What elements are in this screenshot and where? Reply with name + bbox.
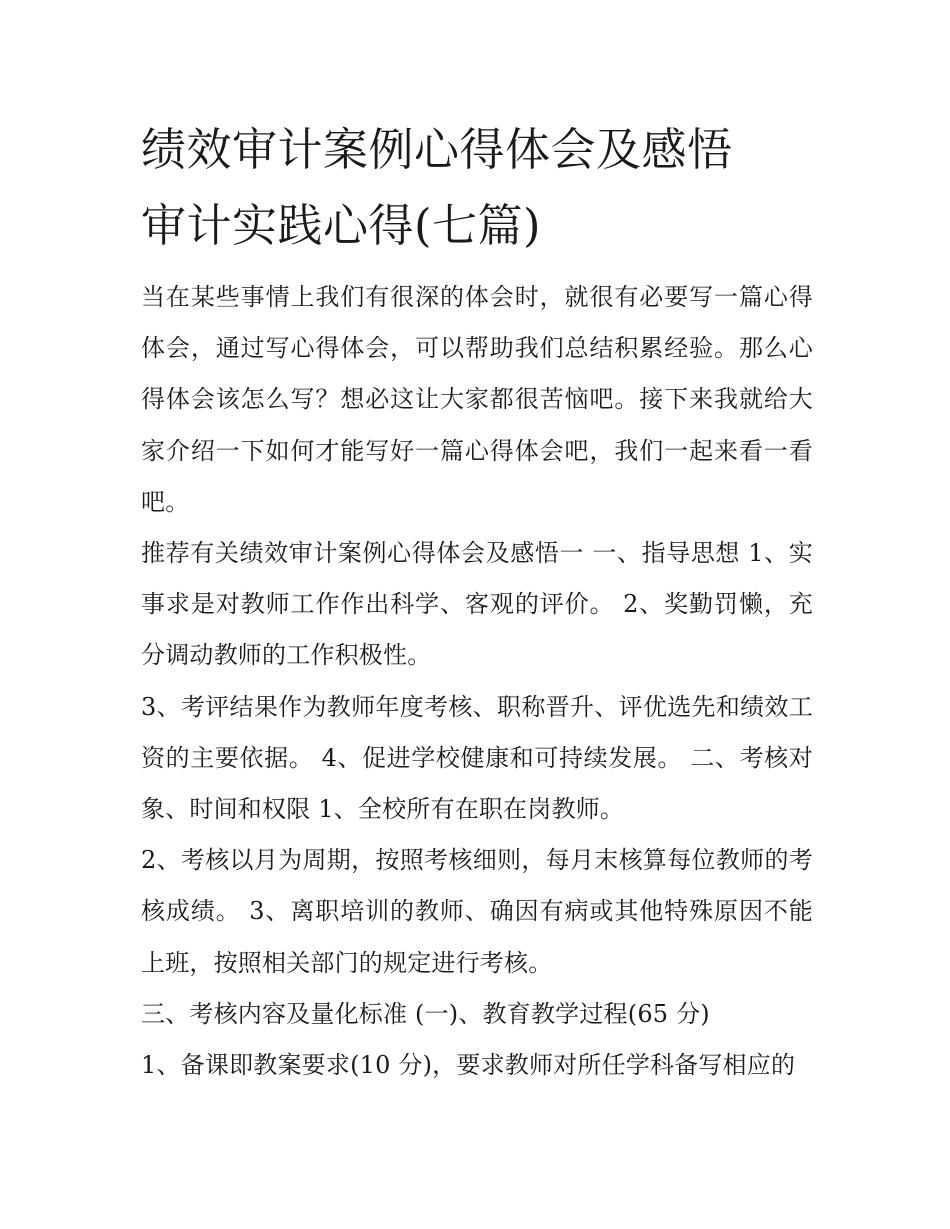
paragraph-assessment-period: 2、考核以月为周期，按照考核细则，每月末核算每位教师的考核成绩。 3、离职培训的教师、确因有病或其他特殊原因不能上班，按照相关部门的规定进行考核。 xyxy=(141,846,813,977)
paragraph-lesson-prep: 1、备课即教案要求(10 分)，要求教师对所任学科备写相应的 xyxy=(141,1051,796,1080)
paragraph-assessment-use: 3、考评结果作为教师年度考核、职称晋升、评优选先和绩效工资的主要依据。 4、促进学校健康和可持续发展。 二、考核对象、时间和权限 1、全校所有在职在岗教师。 xyxy=(141,692,813,824)
title-line-1: 绩效审计案例心得体会及感悟 xyxy=(141,123,733,176)
paragraph-intro: 当在某些事情上我们有很深的体会时，就很有必要写一篇心得体会，通过写心得体会，可以帮助我们总结积累经验。那么心得体会该怎么写？想必这让大家都很苦恼吧。接下来我就给大家介绍一下如何才能写好一篇心得体会吧，我们一起来看一看吧。 xyxy=(141,283,813,516)
document-page xyxy=(141,112,813,1091)
title-line-2: 审计实践心得(七篇) xyxy=(141,199,542,252)
paragraph-section-three-heading: 三、考核内容及量化标准 (一)、教育教学过程(65 分) xyxy=(141,999,710,1028)
document-title xyxy=(141,112,813,264)
paragraph-guiding-principles: 推荐有关绩效审计案例心得体会及感悟一 一、指导思想 1、实事求是对教师工作作出科学、客观的评价。 2、奖勤罚懒，充分调动教师的工作积极性。 xyxy=(141,539,813,670)
